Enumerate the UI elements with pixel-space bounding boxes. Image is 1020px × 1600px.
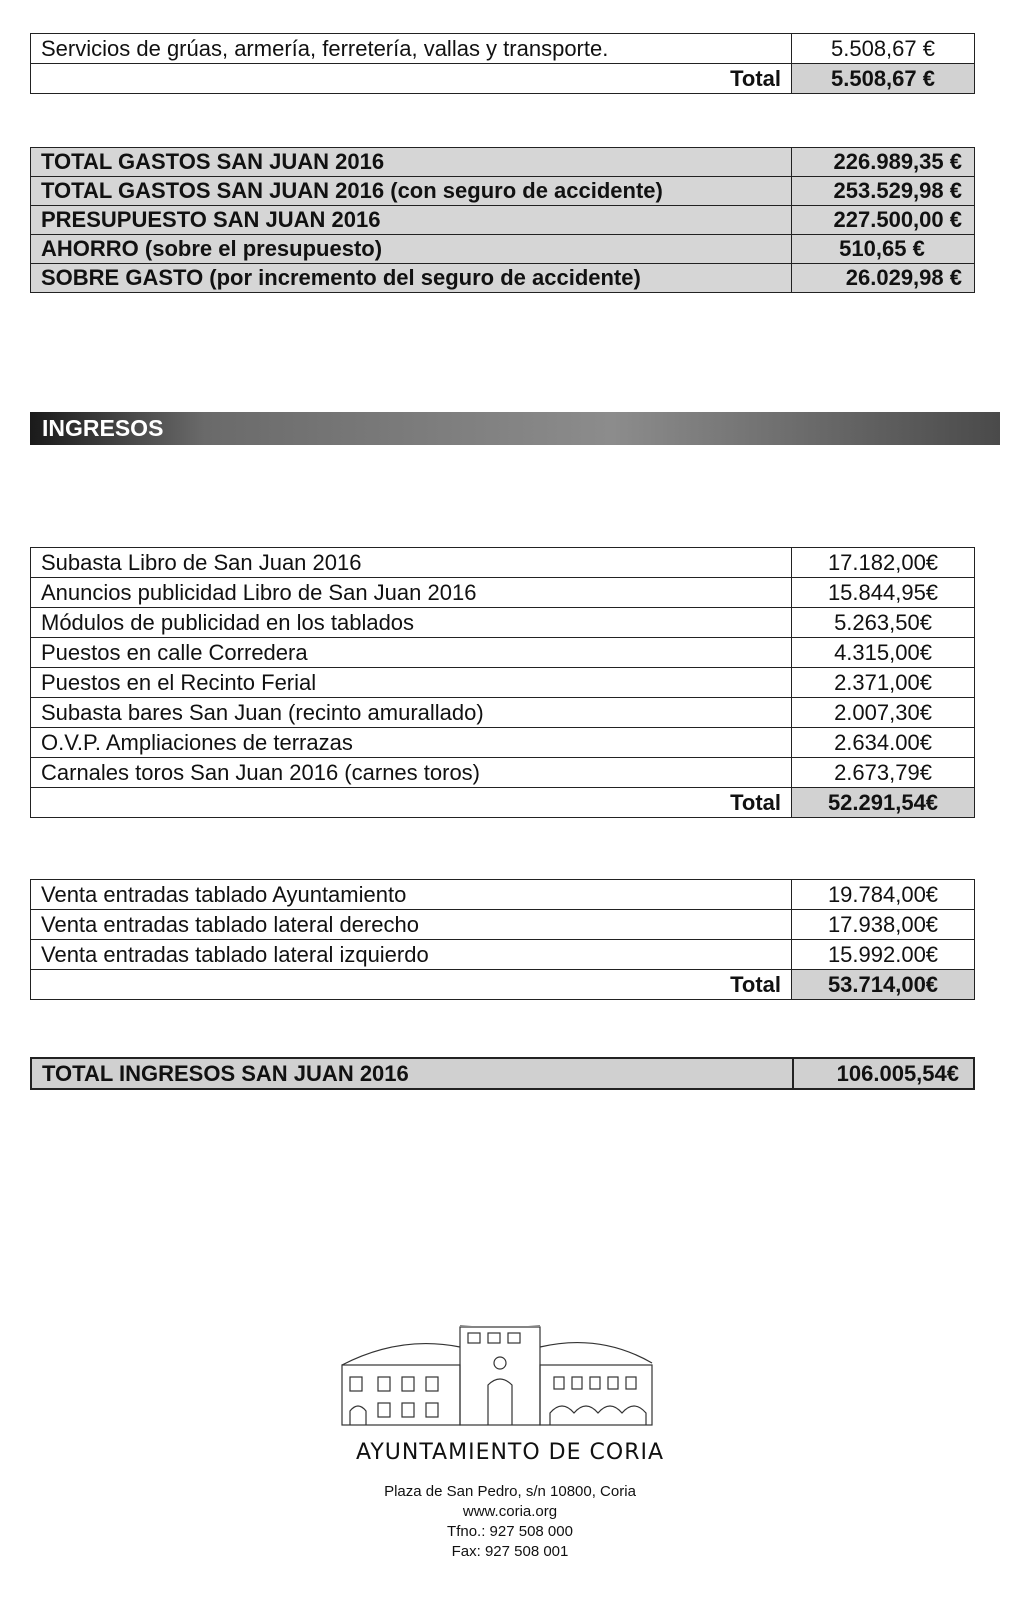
row-amount: 2.371,00€	[792, 668, 975, 698]
website: www.coria.org	[462, 1503, 558, 1520]
summary-label: SOBRE GASTO (por incremento del seguro de accidente)	[31, 264, 792, 293]
summary-amount: 253.529,98 €	[792, 177, 975, 206]
total-ingresos-row	[31, 1058, 974, 1089]
summary-label: TOTAL GASTOS SAN JUAN 2016 (con seguro de accidente)	[31, 177, 792, 206]
summary-row	[31, 148, 975, 177]
row-label: Venta entradas tablado lateral derecho	[31, 910, 792, 940]
row-amount: 15.992.00€	[792, 940, 975, 970]
total-amount: 53.714,00€	[792, 970, 975, 1000]
summary-label: TOTAL GASTOS SAN JUAN 2016	[31, 148, 792, 177]
total-label: Total	[31, 64, 792, 94]
table-row	[31, 940, 975, 970]
row-label: Puestos en el Recinto Ferial	[31, 668, 792, 698]
table-row	[31, 668, 975, 698]
summary-label: PRESUPUESTO SAN JUAN 2016	[31, 206, 792, 235]
gastos-servicios-table	[30, 33, 975, 94]
total-row	[31, 64, 975, 94]
row-label: Puestos en calle Corredera	[31, 638, 792, 668]
total-amount: 52.291,54€	[792, 788, 975, 818]
total-ingresos-amount: 106.005,54€	[793, 1058, 974, 1089]
row-label: O.V.P. Ampliaciones de terrazas	[31, 728, 792, 758]
total-label: Total	[31, 970, 792, 1000]
town-hall-logo	[340, 1325, 660, 1430]
row-amount: 15.844,95€	[792, 578, 975, 608]
summary-table	[30, 147, 975, 293]
table-row	[31, 578, 975, 608]
table-row	[31, 758, 975, 788]
row-amount: 2.634.00€	[792, 728, 975, 758]
ingresos-section-header: INGRESOS	[30, 412, 1000, 445]
total-ingresos-label: TOTAL INGRESOS SAN JUAN 2016	[31, 1058, 793, 1089]
table-row	[31, 608, 975, 638]
summary-row	[31, 235, 975, 264]
summary-row	[31, 264, 975, 293]
row-label: Carnales toros San Juan 2016 (carnes toros)	[31, 758, 792, 788]
row-label: Venta entradas tablado Ayuntamiento	[31, 880, 792, 910]
row-amount: 17.938,00€	[792, 910, 975, 940]
row-label: Subasta bares San Juan (recinto amurallado)	[31, 698, 792, 728]
table-row	[31, 910, 975, 940]
fax: Fax: 927 508 001	[451, 1543, 569, 1560]
summary-label: AHORRO (sobre el presupuesto)	[31, 235, 792, 264]
summary-amount: 26.029,98 €	[792, 264, 975, 293]
total-label: Total	[31, 788, 792, 818]
row-amount: 4.315,00€	[792, 638, 975, 668]
summary-amount: 227.500,00 €	[792, 206, 975, 235]
row-amount: 2.673,79€	[792, 758, 975, 788]
table-row	[31, 638, 975, 668]
row-label: Subasta Libro de San Juan 2016	[31, 548, 792, 578]
row-label: Anuncios publicidad Libro de San Juan 2016	[31, 578, 792, 608]
table-row	[31, 548, 975, 578]
total-row	[31, 970, 975, 1000]
row-amount: 17.182,00€	[792, 548, 975, 578]
table-row	[31, 34, 975, 64]
row-label: Venta entradas tablado lateral izquierdo	[31, 940, 792, 970]
row-amount: 5.263,50€	[792, 608, 975, 638]
summary-amount: 510,65 €	[792, 235, 975, 264]
table-row	[31, 728, 975, 758]
org-name: AYUNTAMIENTO DE CORIA	[355, 1440, 665, 1465]
address: Plaza de San Pedro, s/n 10800, Coria	[384, 1483, 636, 1500]
total-amount: 5.508,67 €	[792, 64, 975, 94]
total-row	[31, 788, 975, 818]
table-row	[31, 880, 975, 910]
ingresos-table-2	[30, 879, 975, 1000]
summary-row	[31, 206, 975, 235]
phone: Tfno.: 927 508 000	[447, 1523, 573, 1540]
summary-row	[31, 177, 975, 206]
row-amount: 19.784,00€	[792, 880, 975, 910]
table-row	[31, 698, 975, 728]
row-label: Módulos de publicidad en los tablados	[31, 608, 792, 638]
total-ingresos-table	[30, 1057, 975, 1090]
summary-amount: 226.989,35 €	[792, 148, 975, 177]
row-amount: 5.508,67 €	[792, 34, 975, 64]
row-label: Servicios de grúas, armería, ferretería, vallas y transporte.	[31, 34, 792, 64]
ingresos-table-1	[30, 547, 975, 818]
row-amount: 2.007,30€	[792, 698, 975, 728]
